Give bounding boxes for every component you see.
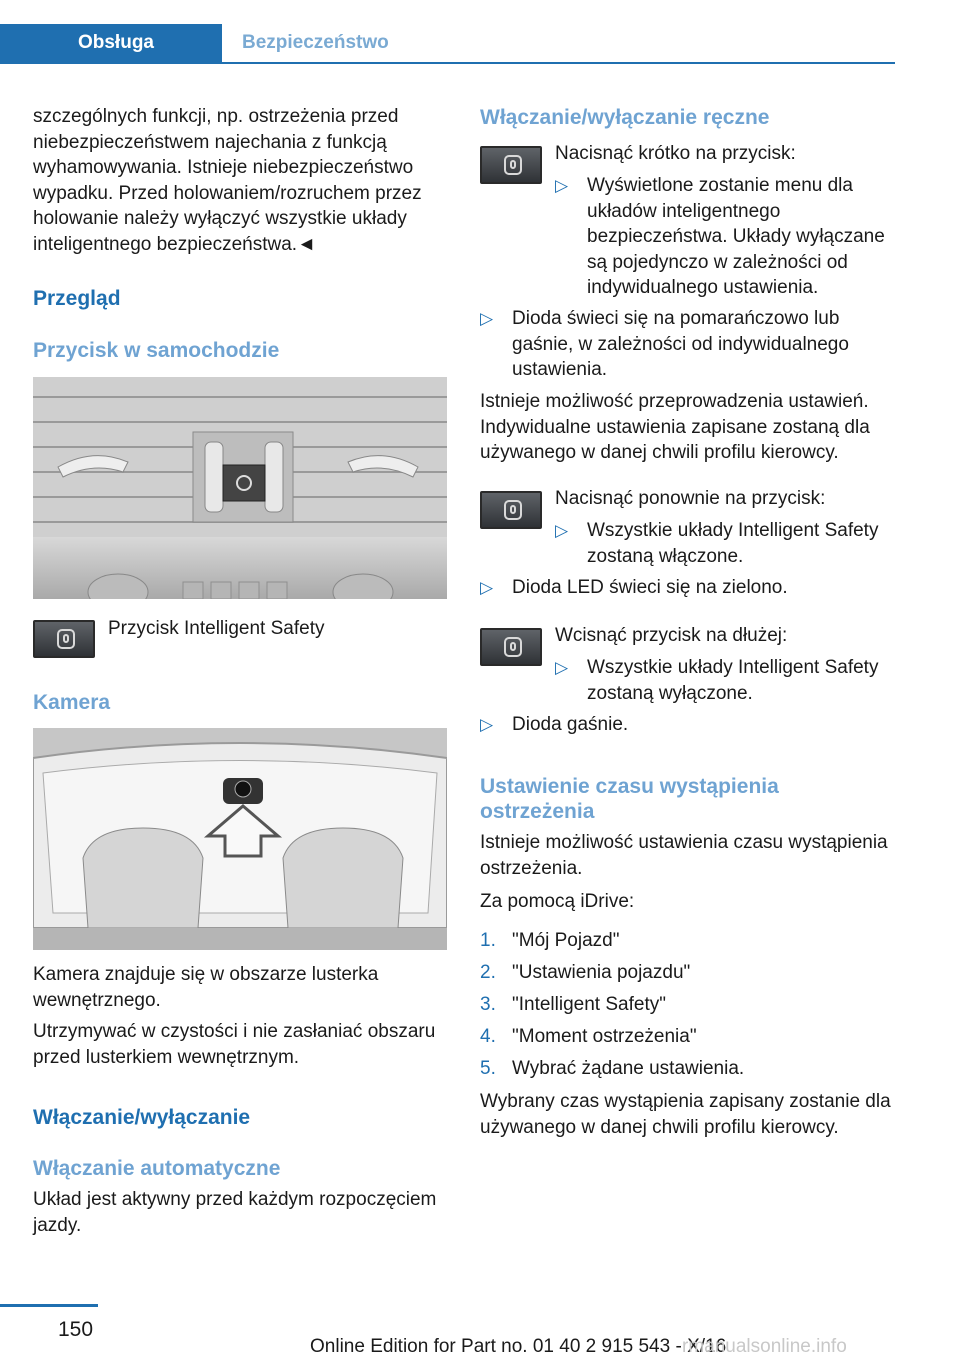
list-item-text: Dioda gaśnie.: [512, 714, 629, 735]
bullet-marker: ▷: [480, 309, 494, 328]
bullet-marker: ▷: [555, 658, 569, 677]
step-number: 2.: [480, 962, 496, 983]
heading-warning-time: Ustawienie czasu wystąpienia ostrzeżenia: [480, 775, 779, 823]
page-number: 150: [58, 1318, 94, 1341]
step-text: Wybrać żądane ustawienia.: [512, 1058, 745, 1079]
tab-obsluga[interactable]: Obsługa: [0, 24, 222, 62]
camera-illustration: [33, 728, 447, 950]
edition-text: Online Edition for Part no. 01 40 2 915 543 - X/16: [310, 1336, 727, 1357]
footer-line: [0, 1304, 98, 1307]
bullet-marker: ▷: [480, 715, 494, 734]
step-text: "Ustawienia pojazdu": [512, 962, 691, 983]
intro-text: szczególnych funkcji, np. ostrzeżenia przed niebezpieczeństwem najechania z funkcją wyhamowywania. Istnieje niebezpieczeństwo wypadku. Przed holowaniem/rozruchem przez holowanie należy wyłączyć wszystkie układy inteligentnego bezpieczeństwa.◄: [33, 106, 422, 255]
heading-auto: Włączanie automatyczne: [33, 1157, 281, 1180]
press-short-text: Nacisnąć krótko na przycisk:: [555, 143, 796, 164]
button-caption: Przycisk Intelligent Safety: [108, 618, 325, 639]
dashboard-button-illustration: [33, 377, 447, 599]
step-number: 1.: [480, 930, 496, 951]
step-number: 4.: [480, 1026, 496, 1047]
list-item-text: Dioda LED świeci się na zielono.: [512, 577, 788, 598]
step-number: 5.: [480, 1058, 496, 1079]
list-item-text: Wyświetlone zostanie menu dla układów inteligentnego bezpieczeństwa. Układy wyłączane są pojedynczo w zależności od indywidualnego ustawienia.: [587, 175, 885, 298]
header-tabs: [0, 24, 895, 64]
watermark: rmanualsonline.info: [682, 1336, 847, 1357]
heading-camera: Kamera: [33, 691, 111, 714]
step-text: "Moment ostrzeżenia": [512, 1026, 697, 1047]
bullet-marker: ▷: [480, 578, 494, 597]
step-text: "Mój Pojazd": [512, 930, 620, 951]
heading-overview: Przegląd: [33, 287, 121, 310]
press-long-text: Wcisnąć przycisk na dłużej:: [555, 625, 788, 646]
heading-onoff: Włączanie/wyłączanie: [33, 1106, 251, 1129]
heading-button: Przycisk w samochodzie: [33, 339, 280, 362]
safety-button-icon: [480, 146, 542, 184]
step-text: "Intelligent Safety": [512, 994, 666, 1015]
camera-text-2: Utrzymywać w czystości i nie zasłaniać obszaru przed lusterkiem wewnętrznym.: [33, 1021, 436, 1068]
camera-text-1: Kamera znajduje się w obszarze lusterka wewnętrznego.: [33, 964, 379, 1011]
heading-manual: Włączanie/wyłączanie ręczne: [480, 106, 770, 129]
step-number: 3.: [480, 994, 496, 1015]
settings-text: Istnieje możliwość przeprowadzenia ustawień. Indywidualne ustawienia zapisane zostaną dla używanego w danej chwili profilu kierowcy.: [480, 391, 870, 463]
press-again-text: Nacisnąć ponownie na przycisk:: [555, 488, 826, 509]
list-item-text: Wszystkie układy Intelligent Safety zostaną wyłączone.: [587, 657, 879, 704]
list-item-text: Dioda świeci się na pomarańczowo lub gaśnie, w zależności od indywidualnego ustawienia.: [512, 308, 849, 380]
safety-button-icon: [480, 491, 542, 529]
bullet-marker: ▷: [555, 521, 569, 540]
idrive-text: Za pomocą iDrive:: [480, 891, 635, 912]
safety-button-icon: [480, 628, 542, 666]
safety-button-icon: [33, 620, 95, 658]
list-item-text: Wszystkie układy Intelligent Safety zostaną włączone.: [587, 520, 879, 567]
warning-time-text: Istnieje możliwość ustawienia czasu wystąpienia ostrzeżenia.: [480, 832, 888, 879]
final-text: Wybrany czas wystąpienia zapisany zostanie dla używanego w danej chwili profilu kierowcy.: [480, 1091, 891, 1138]
bullet-marker: ▷: [555, 176, 569, 195]
auto-text: Układ jest aktywny przed każdym rozpoczęciem jazdy.: [33, 1189, 437, 1236]
tab-bezpieczenstwo[interactable]: Bezpieczeństwo: [242, 32, 389, 53]
